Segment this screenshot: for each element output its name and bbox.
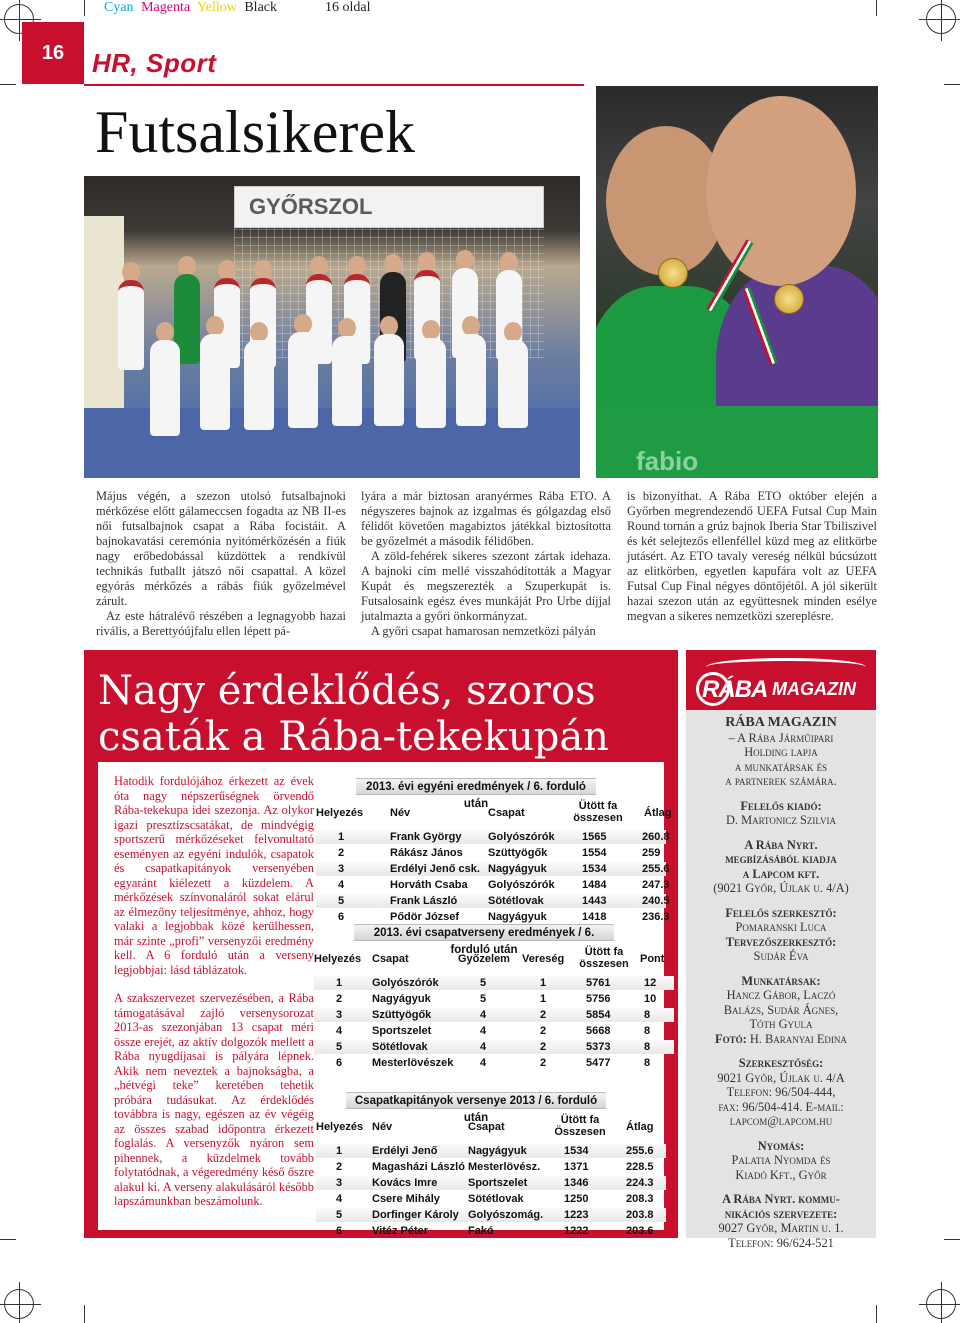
- paragraph: A zöld-fehérek sikeres szezont zártak idehaza. A bajnoki cím mellé visszahódították a Magyar Kupát és megszerezték a Szuperkupát is. Futsalosaink egész éves munkáját Pro Urbe díjjal jutalmazta a győri önkormányzat.: [361, 549, 611, 623]
- color-bar-cyan: Cyan: [104, 0, 134, 15]
- paragraph: A szakszervezet szervezésében, a Rába támogatásával zajló versenysorozat 2013-as szezonjában 13 csapat méri össze erejét, az aktív dolgozók mellett a Rába nyugdíjasai is pályára lépnek. Akik nem neveztek a bajnokságba, a „hétvégi teke” keretében tehetik próbára tudásukat. Az érdeklődés továbbra is nagy, egészen az év végéig az összes szabad időpontra érkezett foglalás. A versenyzők nyáron sem pihennek, a küzdelmek tovább folytatódnak, a végeredmény késő őszre alakul ki. A verseny alakulásáról később lapszámunkban beszámolunk.: [114, 991, 314, 1208]
- col-header: Pont: [640, 953, 665, 965]
- impressum-label: a Lapcom kft.: [742, 866, 820, 881]
- table-cell: 5: [338, 895, 345, 907]
- player-head: [122, 262, 140, 282]
- table-header: [316, 800, 672, 826]
- table-cell: 1250: [564, 1193, 589, 1205]
- table-cell: Golyószórók: [372, 977, 439, 989]
- table-cell: 228.5: [626, 1161, 654, 1173]
- impressum-line: 9021 Győr, Újlak u. 4/A: [717, 1070, 845, 1085]
- table-cell: Fakó: [468, 1225, 494, 1237]
- table-row: [314, 1040, 674, 1054]
- table-cell: 5756: [586, 993, 611, 1005]
- table-cell: 5477: [586, 1057, 611, 1069]
- impressum-line: Sudár Éva: [753, 949, 809, 963]
- table-header: [314, 946, 674, 972]
- player-head: [250, 322, 268, 342]
- table-cell: 8: [644, 1041, 651, 1053]
- impressum-label: A Rába Nyrt. kommu-: [722, 1192, 840, 1206]
- table-cell: 208.3: [626, 1193, 654, 1205]
- article-column-2: [361, 489, 611, 639]
- table-cell: Rákász János: [390, 847, 463, 859]
- paragraph: is bizonyíthat. A Rába ETO október elején a Győrben megrendezendő UEFA Futsal Cup Main Round tornán a grúz bajnok Iberia Star Tbiliszivel és két selejtezős ellenféllel küzd meg az elitkörbe jutásért. Az ETO tavaly vereség nélkül búcsúzott az elitkörben, egyetlen kapufára volt az UEFA Futsal Cup Final négyes döntőjétől. A jól sikerült hazai szezon után az együttesnek minden esélye megvan a sikeres nemzetközi szereplésre.: [627, 489, 877, 623]
- player-head: [504, 322, 522, 342]
- col-header: Ütött fa összesen: [579, 946, 629, 970]
- impressum-label: Nyomás:: [757, 1138, 805, 1153]
- impressum-email: lapcom@lapcom.hu: [729, 1114, 833, 1128]
- table-cell: 4: [480, 1041, 487, 1053]
- table-cell: 8: [644, 1009, 651, 1021]
- table-caption: 2013. évi egyéni eredmények / 6. forduló után: [356, 778, 596, 795]
- col-header: Név: [372, 1121, 393, 1133]
- article2-headline: [98, 668, 609, 760]
- impressum-line: D. Martonicz Szilvia: [725, 813, 837, 827]
- col-header: Helyezés: [314, 953, 362, 965]
- table-cell: 10: [644, 993, 657, 1005]
- col-header: Átlag: [626, 1121, 654, 1133]
- table-row: [316, 846, 666, 860]
- col-header: Ütött fa Összesen: [554, 1114, 606, 1138]
- impressum-label: A Rába Nyrt.: [744, 837, 818, 852]
- table-cell: 2: [336, 1161, 343, 1173]
- medal-photo: [596, 86, 878, 478]
- table-cell: 2: [540, 1009, 547, 1021]
- table-cell: 236.3: [642, 911, 670, 923]
- logo-text-magazin: MAGAZIN: [772, 679, 856, 699]
- table-cell: Frank György: [390, 831, 462, 843]
- player-head: [206, 316, 224, 336]
- impressum-line: Pomaranski Luca: [735, 920, 827, 934]
- impressum-line: Telefon: 96/624-521: [728, 1235, 834, 1250]
- table-row: [316, 1144, 666, 1158]
- player: [332, 336, 362, 426]
- headline-line: Nagy érdeklődés, szoros: [98, 668, 596, 714]
- crop-line: [944, 1239, 960, 1240]
- table-cell: Pődör József: [390, 911, 460, 923]
- table-cell: Nagyágyuk: [488, 911, 547, 923]
- table-caption: Csapatkapitányok versenye 2013 / 6. forduló után: [346, 1092, 606, 1109]
- impressum-line: Holding lapja: [744, 745, 818, 759]
- player-head: [500, 252, 518, 272]
- table-cell: 255.6: [626, 1145, 654, 1157]
- table-row: [316, 1208, 666, 1222]
- color-bar-yellow: Yellow: [197, 0, 237, 15]
- table-row: [316, 1176, 666, 1190]
- impressum-line: 9027 Győr, Martin u. 1.: [718, 1221, 844, 1235]
- table-cell: 2: [540, 1041, 547, 1053]
- table-cell: Magasházi László: [372, 1161, 465, 1173]
- player: [118, 280, 144, 370]
- table-cell: 240.5: [642, 895, 670, 907]
- headline-line: csaták a Rába-tekekupán: [98, 714, 609, 760]
- col-header: Ütött fa összesen: [573, 800, 623, 824]
- player-head: [380, 316, 398, 336]
- table-row: [316, 910, 670, 924]
- table-cell: Sportszelet: [468, 1177, 528, 1189]
- logo-text-raba: RÁBA: [702, 676, 768, 703]
- team-results-table: [314, 924, 674, 1074]
- table-cell: Sötétlovak: [372, 1041, 428, 1053]
- table-cell: 255.6: [642, 863, 670, 875]
- player-head: [422, 320, 440, 340]
- table-cell: Kovács Imre: [372, 1177, 438, 1189]
- table-row: [316, 830, 670, 844]
- crop-line: [876, 1305, 877, 1323]
- table-row: [314, 992, 674, 1006]
- player: [288, 332, 318, 428]
- registration-mark-bottom-left: [4, 1289, 34, 1319]
- logo-swoosh: [706, 658, 866, 676]
- impressum-line: Kiadó Kft., Győr: [735, 1167, 827, 1182]
- raba-magazin-logo: [686, 650, 876, 710]
- table-cell: 203.8: [626, 1209, 654, 1221]
- player-head: [294, 314, 312, 334]
- impressum: [686, 710, 876, 1250]
- table-cell: 5: [480, 977, 487, 989]
- table-row: [314, 1008, 674, 1022]
- impressum-line: Tóth Gyula: [749, 1017, 813, 1031]
- col-header: Helyezés: [316, 807, 364, 819]
- shirt-brand: fabio: [636, 446, 699, 476]
- page-number: 16: [22, 22, 84, 84]
- page-reference: 16 oldal: [325, 0, 371, 15]
- table-cell: Csere Mihály: [372, 1193, 440, 1205]
- table-cell: 5854: [586, 1009, 611, 1021]
- impressum-line: a partnerek számára.: [725, 774, 837, 788]
- impressum-line: – A Rába Járműipari: [728, 730, 834, 745]
- table-cell: 2: [540, 1057, 547, 1069]
- table-cell: 1223: [564, 1209, 589, 1221]
- player-head: [418, 252, 436, 272]
- impressum-label: nikációs szervezete:: [724, 1206, 838, 1221]
- table-cell: Golyószórók: [488, 831, 555, 843]
- captain-results-table: [316, 1092, 666, 1242]
- table-cell: Golyószomág.: [468, 1209, 544, 1221]
- table-cell: 1: [338, 831, 345, 843]
- impressum-label: Tervezőszerkesztő:: [725, 934, 837, 949]
- col-header: Vereség: [522, 953, 565, 965]
- table-cell: 2: [540, 1025, 547, 1037]
- player-head: [338, 318, 356, 338]
- table-cell: Erdélyi Jenő: [372, 1145, 438, 1157]
- impressum-label: Felelős kiadó:: [740, 798, 822, 813]
- tekekupa-article-box: [84, 650, 678, 1238]
- impressum-value: H. Baranyai Edina: [749, 1031, 847, 1046]
- crop-line: [0, 1239, 16, 1240]
- table-cell: 3: [336, 1009, 343, 1021]
- gold-medal: [658, 258, 688, 288]
- impressum-line: Palatia Nyomda és: [731, 1153, 831, 1167]
- table-cell: 2: [336, 993, 343, 1005]
- color-bar-black: Black: [244, 0, 277, 15]
- table-cell: 1: [336, 1145, 343, 1157]
- impressum-label: Munkatársak:: [741, 973, 821, 988]
- paragraph: Május végén, a szezon utolsó futsalbajnoki mérkőzése előtt gálameccsen fogadta az NB II-es női futsalbajnok csapat a Rába focistáit. A bajnokavatási ceremónia nyitómérkőzésén a fiúk nagy erőbedobással küzdöttek a rendkívül technikás futballt játszó női csapattal. A közel egyórás mérkőzés a rábás fiúk győzelmével zárult.: [96, 489, 346, 608]
- player-head: [156, 322, 174, 342]
- col-header: Csapat: [468, 1121, 505, 1133]
- section-divider: [84, 84, 584, 86]
- col-header: Csapat: [488, 807, 525, 819]
- impressum-title: RÁBA MAGAZIN: [725, 715, 837, 730]
- table-cell: 1418: [582, 911, 607, 923]
- article2-text: [114, 774, 314, 1209]
- table-cell: Sportszelet: [372, 1025, 432, 1037]
- gold-medal: [774, 284, 804, 314]
- crop-line: [84, 1305, 85, 1323]
- table-header: [316, 1114, 666, 1140]
- table-cell: 4: [480, 1025, 487, 1037]
- table-cell: Mesterlövészek: [372, 1057, 454, 1069]
- table-cell: Nagyágyuk: [468, 1145, 527, 1157]
- table-cell: Sötétlovak: [468, 1193, 524, 1205]
- table-row: [316, 862, 670, 876]
- table-cell: Nagyágyuk: [488, 863, 547, 875]
- paragraph: lyára a már biztosan aranyérmes Rába ETO. A négyszeres bajnok az izgalmas és gólgazdag első félidőt követően magabiztos játékkal biztosította be győzelmét a második félidőben.: [361, 489, 611, 548]
- impressum-line: Hancz Gábor, Laczó: [726, 988, 836, 1002]
- table-cell: 5668: [586, 1025, 611, 1037]
- table-cell: 1346: [564, 1177, 589, 1189]
- section-title: HR, Sport: [92, 48, 217, 78]
- table-cell: 3: [338, 863, 345, 875]
- table-cell: Nagyágyuk: [372, 993, 431, 1005]
- table-row: [314, 1056, 674, 1070]
- player-face: [706, 96, 856, 286]
- crop-line: [944, 84, 960, 85]
- player: [456, 334, 486, 426]
- player: [498, 340, 528, 428]
- table-cell: 8: [644, 1025, 651, 1037]
- player: [150, 340, 180, 436]
- player-head: [348, 256, 366, 276]
- player-head: [178, 256, 196, 276]
- impressum-line: fax: 96/504-414. E-mail:: [718, 1099, 844, 1114]
- table-cell: 5: [336, 1041, 343, 1053]
- article-column-3: [627, 489, 877, 624]
- table-cell: 8: [644, 1057, 651, 1069]
- table-cell: Erdélyi Jenő csk.: [390, 863, 480, 875]
- article-column-1: [96, 489, 346, 639]
- table-cell: 5: [336, 1209, 343, 1221]
- table-cell: 12: [644, 977, 657, 989]
- table-cell: 247.3: [642, 879, 670, 891]
- player: [416, 338, 446, 428]
- impressum-label: Felelős szerkesztő:: [725, 905, 837, 920]
- col-header: Név: [390, 807, 411, 819]
- table-cell: Frank László: [390, 895, 458, 907]
- crop-line: [0, 84, 16, 85]
- table-row: [316, 1192, 666, 1206]
- sponsor-banner: GYŐRSZOL: [234, 186, 544, 228]
- table-cell: 1: [336, 977, 343, 989]
- table-cell: 4: [338, 879, 345, 891]
- impressum-line: [686, 1032, 876, 1047]
- col-header: Győzelem: [458, 953, 510, 965]
- color-bar-magenta: Magenta: [141, 0, 191, 15]
- table-cell: 203.6: [626, 1225, 654, 1237]
- table-cell: 5: [480, 993, 487, 1005]
- table-cell: 1484: [582, 879, 607, 891]
- player: [200, 334, 230, 430]
- table-row: [314, 1024, 674, 1038]
- table-cell: 6: [338, 911, 345, 923]
- crop-line: [84, 0, 85, 16]
- player-head: [456, 250, 474, 270]
- table-cell: 2: [338, 847, 345, 859]
- crop-line: [876, 0, 877, 16]
- impressum-line: (9021 Győr, Újlak u. 4/A): [713, 881, 849, 895]
- table-row: [316, 1224, 666, 1238]
- player: [244, 340, 274, 430]
- paragraph: A győri csapat hamarosan nemzetközi pályán: [371, 624, 596, 638]
- table-cell: 1534: [564, 1145, 589, 1157]
- player-head: [254, 260, 272, 280]
- table-cell: 5761: [586, 977, 611, 989]
- impressum-label: megbízásából kiadja: [725, 852, 837, 866]
- table-row: [316, 894, 670, 908]
- table-cell: 4: [336, 1193, 343, 1205]
- table-cell: 4: [480, 1009, 487, 1021]
- table-row: [316, 878, 670, 892]
- player-head: [218, 260, 236, 280]
- table-cell: 1534: [582, 863, 607, 875]
- registration-mark-bottom-right: [926, 1289, 956, 1319]
- table-row: [314, 976, 674, 990]
- table-cell: 1: [540, 993, 547, 1005]
- table-cell: 1565: [582, 831, 607, 843]
- player-head: [384, 254, 402, 274]
- table-cell: Golyószórók: [488, 879, 555, 891]
- table-cell: 3: [336, 1177, 343, 1189]
- color-bar: [104, 0, 281, 16]
- player-head: [462, 316, 480, 336]
- table-row: [316, 1160, 666, 1174]
- table-cell: 5373: [586, 1041, 611, 1053]
- table-cell: 1443: [582, 895, 607, 907]
- impressum-line: a munkatársak és: [734, 759, 828, 774]
- col-header: Átlag: [644, 807, 672, 819]
- table-cell: 4: [480, 1057, 487, 1069]
- table-cell: 6: [336, 1057, 343, 1069]
- table-cell: 1222: [564, 1225, 589, 1237]
- table-cell: 1554: [582, 847, 607, 859]
- impressum-label: Szerkesztőség:: [738, 1056, 824, 1070]
- table-cell: 259: [642, 847, 661, 859]
- table-cell: 6: [336, 1225, 343, 1237]
- player-head: [310, 256, 328, 276]
- table-caption: 2013. évi csapatverseny eredmények / 6. forduló után: [354, 924, 614, 941]
- team-photo: [84, 176, 580, 478]
- table-cell: Mesterlövész.: [468, 1161, 541, 1173]
- paragraph: Az este hátralévő részében a legnagyobb hazai rivális, a Berettyóújfalu ellen lépett pá-: [96, 609, 346, 638]
- col-header: Csapat: [372, 953, 409, 965]
- individual-results-table: [316, 778, 672, 928]
- registration-mark-top-right: [926, 4, 956, 34]
- table-cell: Dorfinger Károly: [372, 1209, 459, 1221]
- table-cell: Sötétlovak: [488, 895, 544, 907]
- table-cell: 1371: [564, 1161, 589, 1173]
- paragraph: Hatodik fordulójához érkezett az évek óta nagy népszerűségnek örvendő Rába-tekekupa idei szezonja. Az olykor igazi presztízscsatákat, de mindvégig sportszerű mérkőzéseket felvonultató eseményen az egyéni indulók, csapatok és csapatkapitányok versenyében egyaránt kiélezett a küzdelem. A mérkőzések színvonaláról sokat elárul az élmezőny teljesítménye, ahhoz, hogy valaki a legjobbak közé kerülhessen, már szinte „profi” versenyzői eredmény kell. A 6 forduló után a verseny legjobbjai: lásd táblázatok.: [114, 774, 314, 977]
- impressum-label: Fotó:: [715, 1031, 747, 1046]
- impressum-line: Balázs, Sudár Ágnes,: [723, 1002, 839, 1017]
- table-cell: 224.3: [626, 1177, 654, 1189]
- table-cell: Szüttyögők: [488, 847, 548, 859]
- article-headline: Futsalsikerek: [95, 99, 415, 165]
- impressum-line: Telefon: 96/504-444,: [726, 1085, 836, 1099]
- table-cell: 260.8: [642, 831, 670, 843]
- table-cell: 1: [540, 977, 547, 989]
- table-cell: Vitéz Péter: [372, 1225, 429, 1237]
- table-cell: Horváth Csaba: [390, 879, 468, 891]
- table-cell: Szüttyögők: [372, 1009, 432, 1021]
- col-header: Helyezés: [316, 1121, 364, 1133]
- player: [374, 334, 404, 426]
- article2-body: [98, 762, 672, 1237]
- table-cell: 4: [336, 1025, 343, 1037]
